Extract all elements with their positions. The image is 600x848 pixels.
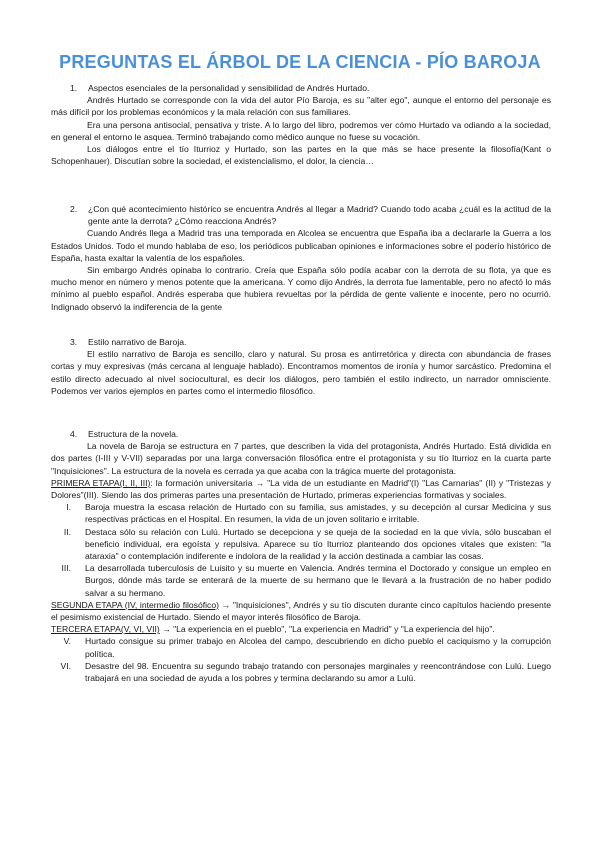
section-2-paragraph: Sin embargo Andrés opinaba lo contrario. Creía que España sólo podía acabar con la derrota de su flota, ya que es mucho menor en número y menos potente que la americana. Y como dijo Andrés, la derrota fue lamentable, pero no afectó lo más mínimo al pueblo español. Andrés esperaba que hubiera revueltas por la pérdida de gente valiente e inocente, pero no ocurrió. Indignado observó la indiferencia de la gente [51, 265, 551, 312]
section-4 [51, 428, 551, 684]
section-3-heading: 3. Estilo narrativo de Baroja. [70, 337, 187, 347]
list-item: II. Destaca sólo su relación con Lulú. Hurtado se decepciona y se queja de la sociedad en la que vivía, sólo buscaban el beneficio individual, era egoísta y repulsiva. Aparece su tío Iturrioz planteando dos opciones vitales que existen: "la ataraxia" o contemplación indiferente e indolora de la realidad y la acción destinada a cambiar las cosas. [63, 526, 551, 562]
stage-1: PRIMERA ETAPA(I, II, III): la formación universitaria → "La vida de un estudiante en Madrid"(I) "Las Carnarias" (II) y "Tristezas y Dolores"(III). Siendo las dos primeras partes una presentación de Hurtado, primeras experiencias formativas y sociales. [51, 477, 551, 501]
list-item: V. Hurtado consigue su primer trabajo en Alcolea del campo, descubriendo en dicho pueblo el caciquismo y la corrupción política. [63, 636, 551, 659]
section-1-heading: 1. Aspectos esenciales de la personalidad y sensibilidad de Andrés Hurtado. [70, 83, 370, 93]
section-4-heading: 4. Estructura de la novela. [70, 429, 179, 439]
stage-1-label: PRIMERA ETAPA(I, II, III) [51, 477, 151, 488]
section-3 [51, 336, 551, 397]
list-item: III. La desarrollada tuberculosis de Luisito y su muerte en Valencia. Andrés termina el Doctorado y consigue un empleo en Burgos, dónde más tarde se enterará de la muerte de su hermano que le llevará a la frustración de no haber podido salvar a su hermano. [61, 563, 551, 598]
section-1-paragraph: Era una persona antisocial, pensativa y triste. A lo largo del libro, podremos ver cómo Hurtado va odiando a la sociedad, en general el entorno le asquea. Terminó trabajando como médico aunque no fuese su vocación. [51, 119, 551, 142]
list-item: I. Baroja muestra la escasa relación de Hurtado con su familia, sus amistades, y su decepción al cursar Medicina y sus respectivas prácticas en el Hospital. En resumen, la vida de un joven solitario e irritable. [66, 502, 551, 525]
section-3-paragraph: El estilo narrativo de Baroja es sencillo, claro y natural. Su prosa es antirretórica y directa con abundancia de frases cortas y muy expresivas (más cercana al lenguaje hablado). Encontramos momentos de ironía y humor sarcástico. Predomina el estilo directo adecuado al nivel sociocultural, es decir los diálogos, pero también el estilo indirecto, un narrador omnisciente. Podemos ver varios ejemplos en partes como el intermedio filosófico. [51, 349, 551, 396]
section-1-paragraph: Los diálogos entre el tío Iturrioz y Hurtado, son las partes en la que más se hace presente la filosofía(Kant o Schopenhauer). Discutían sobre la sociedad, el existencialismo, el dolor, la ciencia… [51, 144, 551, 167]
document-title: PREGUNTAS EL ÁRBOL DE LA CIENCIA - PÍO BAROJA [59, 52, 541, 72]
stage-3: TERCERA ETAPA(V, VI, VII) → "La experiencia en el pueblo", "La experiencia en Madrid" y "La experiencia del hijo". [51, 624, 495, 635]
stage-3-list [51, 635, 551, 684]
stage-1-list [51, 501, 551, 599]
section-1 [51, 82, 551, 167]
section-1-paragraph: Andrés Hurtado se corresponde con la vida del autor Pío Baroja, es su "alter ego", aunque el entorno del personaje es más difícil por los problemas económicos y la mala relación con sus familiares. [51, 95, 551, 118]
list-item: VI. Desastre del 98. Encuentra su segundo trabajo tratando con personajes marginales y reencontrándose con Lulú. Luego trabajará en una sociedad de ayuda a los pobres y termina declarando su amor a Lulú. [60, 660, 551, 684]
section-2-paragraph: Cuando Andrés llega a Madrid tras una temporada en Alcolea se encuentra que España iba a declararle la Guerra a los Estados Unidos. Todo el mundo hablaba de eso, los periódicos publicaban opiniones e informaciones sobre el poderío histórico de España, hasta exaltar la valentía de los españoles. [51, 228, 551, 263]
section-2-heading: 2. ¿Con qué acontecimiento histórico se encuentra Andrés al llegar a Madrid? Cuando todo acaba ¿cuál es la actitud de la gente ante la derrota? ¿Cómo reacciona Andrés? [70, 204, 551, 227]
stage-2: SEGUNDA ETAPA (IV, intermedio filosófico) → "Inquisiciones", Andrés y su tío discuten durante cinco capítulos haciendo presente el pesimismo existencial de Hurtado. Siendo el mayor interés filosófico de Baroja. [51, 599, 551, 623]
section-4-intro: La novela de Baroja se estructura en 7 partes, que describen la vida del protagonista, Andrés Hurtado. Está dividida en dos partes (I-III y V-VII) separadas por una larga conversación filosófica entre el protagonista y su tío Iturrioz en la cuarta parte "Inquisiciones". La estructura de la novela es cerrada ya que acaba con la trágica muerte del protagonista. [51, 441, 551, 476]
stage-2-label: SEGUNDA ETAPA (IV, intermedio filosófico) [51, 599, 219, 610]
stage-3-label: TERCERA ETAPA(V, VI, VII) [51, 624, 160, 635]
section-2 [51, 203, 551, 313]
